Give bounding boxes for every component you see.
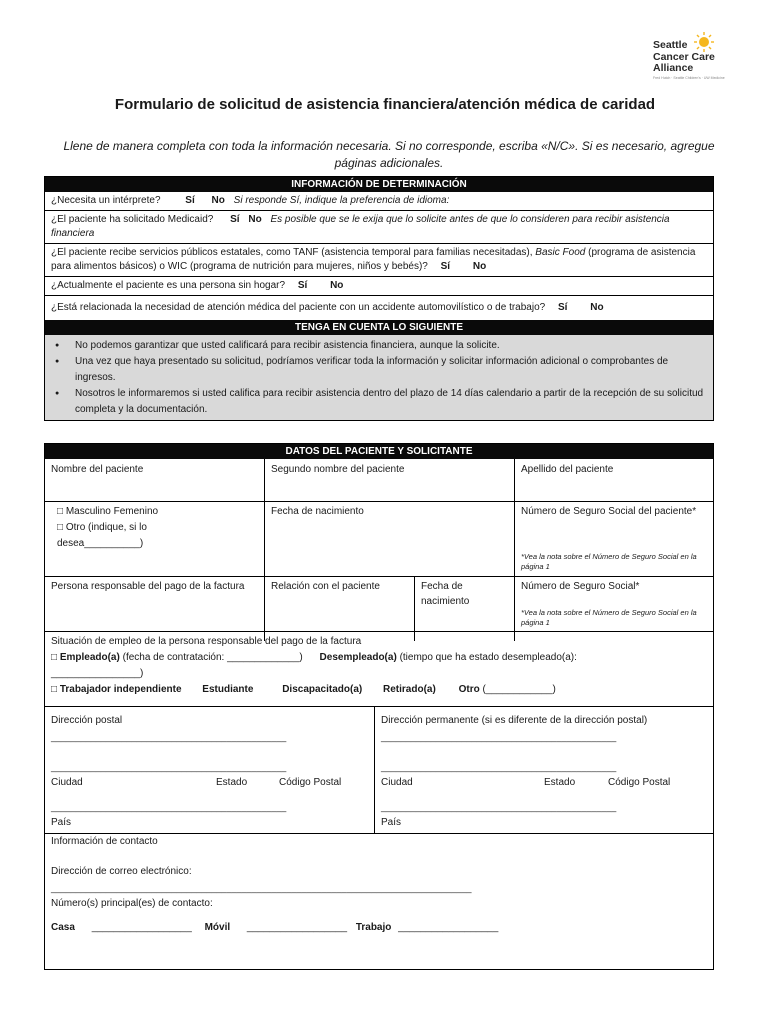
unemployed-time-label: (tiempo que ha estado desempleado(a): xyxy=(399,652,577,663)
state-services-no[interactable]: No xyxy=(472,261,487,272)
email-label: Dirección de correo electrónico: xyxy=(51,866,192,877)
work-phone-field[interactable]: __________________ xyxy=(398,922,499,933)
contact-info-block xyxy=(45,832,713,938)
retired-option[interactable]: Retirado(a) xyxy=(383,684,436,695)
notice-header: TENGA EN CUENTA LO SIGUIENTE xyxy=(45,320,713,335)
employed-option[interactable]: □ Empleado(a) xyxy=(51,652,120,663)
mailing-address-label: Dirección postal xyxy=(51,715,123,726)
medicaid-question: ¿El paciente ha solicitado Medicaid? xyxy=(51,214,214,225)
patient-last-name-label: Apellido del paciente xyxy=(521,464,614,475)
unemployed-option[interactable]: Desempleado(a) xyxy=(319,652,397,663)
relationship-label: Relación con el paciente xyxy=(271,581,380,592)
mobile-phone-label: Móvil xyxy=(204,922,231,933)
state-services-yes[interactable]: Sí xyxy=(440,261,451,272)
determination-header: INFORMACIÓN DE DETERMINACIÓN xyxy=(45,177,713,192)
disabled-option[interactable]: Discapacitado(a) xyxy=(282,684,363,695)
self-employed-option[interactable]: □ Trabajador independiente xyxy=(51,684,182,695)
mailing-city-label: Ciudad xyxy=(51,777,83,788)
logo-line-3: Alliance xyxy=(653,62,694,74)
home-phone-label: Casa xyxy=(51,922,75,933)
patient-first-name-label: Nombre del paciente xyxy=(51,464,144,475)
mailing-address-line-2[interactable]: _______________________________________________ xyxy=(51,762,287,772)
mailing-zip-label: Código Postal xyxy=(279,777,342,788)
mobile-phone-field[interactable]: __________________ xyxy=(246,922,348,933)
medicaid-yes[interactable]: Sí xyxy=(230,214,240,225)
state-services-question-b: (programa de asistencia para alimentos básicos) o WIC (programa de nutrición para mujeres, niños y bebés)? xyxy=(51,247,696,272)
medicaid-row xyxy=(45,210,713,243)
notice-item: ● No podemos garantizar que usted calificará para recibir asistencia financiera, aunque la solicite. xyxy=(75,338,705,354)
accident-no[interactable]: No xyxy=(590,302,604,313)
other-option[interactable]: Otro xyxy=(458,684,480,695)
patient-header: DATOS DEL PACIENTE Y SOLICITANTE xyxy=(45,444,713,459)
interpreter-no[interactable]: No xyxy=(211,195,225,206)
patient-ssn-label: Número de Seguro Social del paciente* xyxy=(521,506,697,517)
form-title: Formulario de solicitud de asistencia financiera/atención médica de caridad xyxy=(114,96,656,113)
work-phone-label: Trabajo xyxy=(355,922,392,933)
phones-label: Número(s) principal(es) de contacto: xyxy=(51,898,213,909)
homeless-row xyxy=(45,276,713,295)
homeless-question: ¿Actualmente el paciente es una persona sin hogar? xyxy=(51,280,286,291)
patient-dob-label: Fecha de nacimiento xyxy=(271,506,364,517)
notice-item: ● Una vez que haya presentado su solicitud, podríamos verificar toda la información y solicitar información adicional o comprobantes de ingresos. xyxy=(75,354,705,386)
medicaid-note: Es posible que se le exija que lo solicite antes de que lo consideren para recibir asistencia financiera xyxy=(51,214,670,239)
responsible-dob-label: Fecha de nacimiento xyxy=(421,581,470,607)
responsible-ssn-label: Número de Seguro Social* xyxy=(521,581,640,592)
logo-line-1: Seattle xyxy=(653,39,688,51)
medicaid-no[interactable]: No xyxy=(248,214,262,225)
employment-status xyxy=(45,632,713,700)
notice-list xyxy=(45,335,713,420)
homeless-yes[interactable]: Sí xyxy=(297,280,308,291)
permanent-city-label: Ciudad xyxy=(381,777,413,788)
interpreter-question: ¿Necesita un intérprete? xyxy=(51,195,161,206)
mailing-address-line-1[interactable]: _______________________________________________ xyxy=(51,732,287,742)
accident-yes[interactable]: Sí xyxy=(558,302,568,313)
contact-info-label: Información de contacto xyxy=(51,836,158,847)
logo xyxy=(650,30,750,82)
mailing-address-block xyxy=(45,711,374,833)
patient-ssn-note: *Vea la nota sobre el Número de Seguro Social en la página 1 xyxy=(521,552,697,571)
logo-tagline: Fred Hutch · Seattle Children's · UW Medicine xyxy=(653,75,725,80)
permanent-city-line[interactable]: _______________________________________________ xyxy=(381,802,617,812)
mailing-state-label: Estado xyxy=(216,777,248,788)
unemployed-time-field[interactable]: ________________) xyxy=(51,668,144,679)
other-field[interactable]: (____________) xyxy=(482,684,556,695)
mailing-city-line[interactable]: _______________________________________________ xyxy=(51,802,287,812)
interpreter-row xyxy=(45,192,713,210)
employed-date-field[interactable]: (fecha de contratación: _____________) xyxy=(122,652,303,663)
gender-options[interactable]: □ Masculino Femenino □ Otro (indique, si lo desea__________) xyxy=(57,506,159,549)
permanent-address-line-2[interactable]: _______________________________________________ xyxy=(381,762,617,772)
state-services-row xyxy=(45,243,713,276)
accident-question: ¿Está relacionada la necesidad de atención médica del paciente con un accidente automovilístico o de trabajo? xyxy=(51,302,546,313)
mailing-country-label: País xyxy=(51,817,72,828)
permanent-zip-label: Código Postal xyxy=(608,777,671,788)
patient-section xyxy=(44,443,714,970)
permanent-country-label: País xyxy=(381,817,402,828)
notice-item: ● Nosotros le informaremos si usted califica para recibir asistencia dentro del plazo de 14 días calendario a partir de la recepción de su solicitud completa y la documentación. xyxy=(75,386,705,418)
permanent-address-line-1[interactable]: _______________________________________________ xyxy=(381,732,617,742)
employment-title: Situación de empleo de la persona responsable del pago de la factura xyxy=(51,636,362,647)
responsible-party-label: Persona responsable del pago de la factura xyxy=(51,581,245,592)
state-services-question-a: ¿El paciente recibe servicios públicos estatales, como TANF (asistencia temporal para familias necesitadas), xyxy=(51,247,536,258)
logo-line-2: Cancer Care xyxy=(653,50,715,63)
permanent-state-label: Estado xyxy=(544,777,576,788)
student-option[interactable]: Estudiante xyxy=(202,684,254,695)
permanent-address-block xyxy=(375,711,713,833)
form-instructions: Llene de manera completa con toda la información necesaria. Si no corresponde, escriba «N/C». Si es necesario, agregue páginas adicionales. xyxy=(63,139,715,170)
interpreter-note: Si responde Sí, indique la preferencia de idioma: xyxy=(233,195,450,206)
determination-section xyxy=(44,176,714,421)
interpreter-yes[interactable]: Sí xyxy=(185,195,195,206)
home-phone-field[interactable]: __________________ xyxy=(91,922,192,933)
email-field[interactable]: ____________________________________________________________________________________ xyxy=(51,883,472,893)
accident-row xyxy=(45,295,713,320)
responsible-ssn-note: *Vea la nota sobre el Número de Seguro Social en la página 1 xyxy=(521,608,697,627)
homeless-no[interactable]: No xyxy=(330,280,344,291)
permanent-address-label: Dirección permanente (si es diferente de la dirección postal) xyxy=(381,715,648,726)
basic-food-text: Basic Food xyxy=(535,247,586,258)
patient-middle-name-label: Segundo nombre del paciente xyxy=(271,464,405,475)
